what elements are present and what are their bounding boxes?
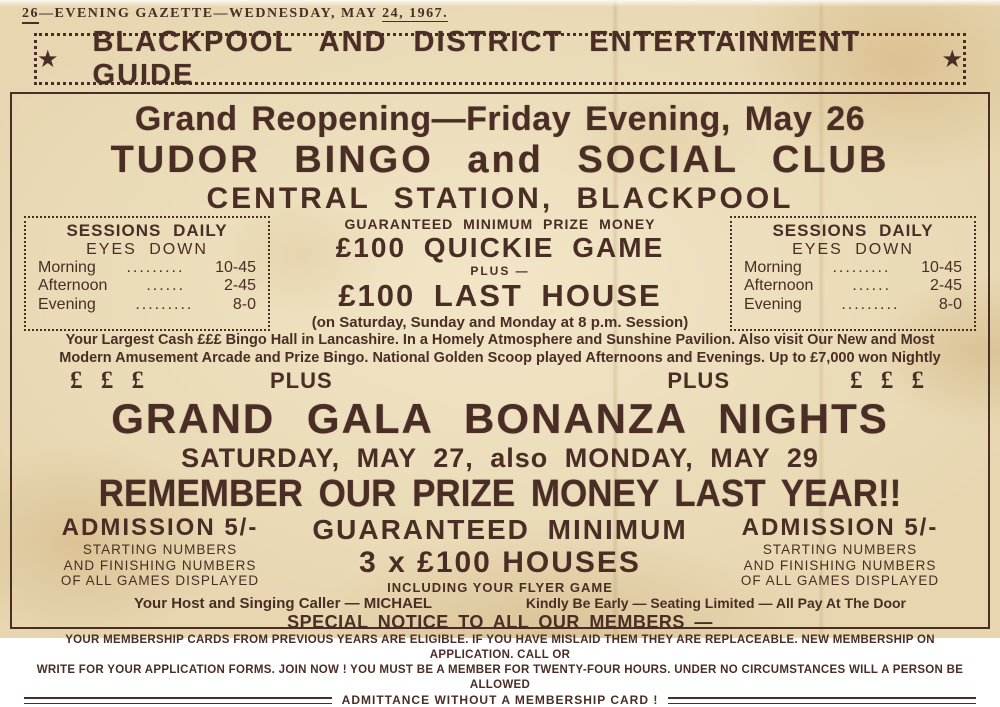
session-row xyxy=(742,259,964,277)
gala-dates: SATURDAY, MAY 27, also MONDAY, MAY 29 xyxy=(181,443,819,474)
prize-guarantee-line: GUARANTEED MINIMUM PRIZE MONEY xyxy=(344,216,656,232)
dot-leader: ...... xyxy=(852,277,892,295)
seating-note-line: Kindly Be Early — Seating Limited — All Pay At The Door xyxy=(525,595,906,612)
session-row xyxy=(742,296,964,314)
session-label: Evening xyxy=(38,295,96,313)
dot-leader: ...... xyxy=(146,277,186,295)
sessions-subtitle: EYES DOWN xyxy=(86,241,208,258)
session-row xyxy=(742,277,964,295)
session-time: 8-0 xyxy=(232,295,256,313)
session-row xyxy=(36,296,258,314)
admittance-rule-row xyxy=(24,693,976,707)
prize-money-block xyxy=(280,216,720,331)
plus-line: PLUS — xyxy=(470,264,530,278)
quickie-game-line: £100 QUICKIE GAME xyxy=(335,232,665,263)
description-line-2: Modern Amusement Arcade and Prize Bingo. National Golden Scoop played Afternoons and Evenings. Up to £7,000 won Nightly xyxy=(59,350,941,367)
masthead-page-number: 26 xyxy=(22,6,39,24)
session-note-line: (on Saturday, Sunday and Monday at 8 p.m. Session) xyxy=(311,314,689,331)
masthead-text: —EVENING GAZETTE—WEDNESDAY, MAY xyxy=(39,6,383,21)
houses-prize-line: 3 x £100 HOUSES xyxy=(359,546,641,580)
admission-note: AND FINISHING NUMBERS xyxy=(743,557,937,573)
session-label: Afternoon xyxy=(38,277,108,295)
sessions-box-right xyxy=(730,216,976,331)
session-label: Afternoon xyxy=(744,277,814,295)
host-caller-line: Your Host and Singing Caller — MICHAEL xyxy=(134,595,433,613)
description-line-1: Your Largest Cash £££ Bingo Hall in Lancashire. In a Homely Atmosphere and Sunshine Pavilion. Also visit Our New and Most xyxy=(65,332,935,348)
double-rule-right xyxy=(668,697,976,704)
banner-title: BLACKPOOL AND DISTRICT ENTERTAINMENT GUIDE xyxy=(92,26,862,91)
session-time: 2-45 xyxy=(929,277,962,295)
star-icon: ★ xyxy=(941,45,963,73)
admission-note: STARTING NUMBERS xyxy=(762,542,918,558)
admittance-line: ADMITTANCE WITHOUT A MEMBERSHIP CARD ! xyxy=(341,693,659,707)
session-row xyxy=(36,277,258,295)
admission-price: ADMISSION 5/- xyxy=(61,514,259,542)
sessions-subtitle: EYES DOWN xyxy=(792,241,914,258)
plus-decoration-row xyxy=(24,367,976,395)
admission-block-left xyxy=(24,514,296,589)
admission-row xyxy=(24,514,976,595)
special-notice-title: SPECIAL NOTICE TO ALL OUR MEMBERS — xyxy=(287,612,713,633)
pound-signs-left: £ £ £ xyxy=(70,367,150,395)
dot-leader: ......... xyxy=(135,295,194,313)
prize-money-reminder: REMEMBER OUR PRIZE MONEY LAST YEAR!! xyxy=(98,472,902,515)
dot-leader: ......... xyxy=(126,259,185,276)
plus-label-left: PLUS xyxy=(270,368,333,394)
admission-note: OF ALL GAMES DISPLAYED xyxy=(740,573,940,589)
fine-print-line-1: YOUR MEMBERSHIP CARDS FROM PREVIOUS YEARS ARE ELIGIBLE. IF YOU HAVE MISLAID THEM THEY ARE REPLACEABLE. NEW MEMBERSHIP ON APPLICATION. CALL OR xyxy=(65,634,935,662)
venue-location: CENTRAL STATION, BLACKPOOL xyxy=(206,182,794,215)
ad-headline: Grand Reopening—Friday Evening, May 26 xyxy=(134,100,866,138)
session-row xyxy=(36,259,258,277)
session-label: Morning xyxy=(744,259,802,276)
session-time: 10-45 xyxy=(215,259,256,276)
sessions-title: SESSIONS DAILY xyxy=(66,221,228,240)
star-icon: ★ xyxy=(37,45,59,73)
fine-print-line-2: WRITE FOR YOUR APPLICATION FORMS. JOIN NOW ! YOU MUST BE A MEMBER FOR TWENTY-FOUR HOURS. UNDER NO CIRCUMSTANCES WILL A PERSON BE ALLOWED xyxy=(36,664,964,692)
admission-note: STARTING NUMBERS xyxy=(82,542,238,558)
venue-description xyxy=(24,331,976,367)
sessions-title: SESSIONS DAILY xyxy=(772,221,934,240)
masthead xyxy=(22,6,448,22)
sessions-box-left xyxy=(24,216,270,331)
session-label: Evening xyxy=(744,295,802,313)
masthead-date: 24, 1967. xyxy=(382,6,449,21)
host-row xyxy=(24,595,976,612)
admission-note: OF ALL GAMES DISPLAYED xyxy=(60,573,260,589)
session-time: 2-45 xyxy=(223,277,256,295)
admission-price: ADMISSION 5/- xyxy=(741,514,939,542)
guaranteed-minimum-title: GUARANTEED MINIMUM xyxy=(312,514,688,546)
membership-fine-print xyxy=(24,633,976,693)
admission-block-right xyxy=(704,514,976,589)
session-time: 8-0 xyxy=(938,295,962,313)
session-label: Morning xyxy=(38,259,96,276)
guaranteed-minimum-block xyxy=(296,514,704,595)
venue-name: TUDOR BINGO and SOCIAL CLUB xyxy=(110,139,890,181)
last-house-line: £100 LAST HOUSE xyxy=(338,278,662,313)
flyer-game-note: INCLUDING YOUR FLYER GAME xyxy=(387,580,613,596)
admission-note: AND FINISHING NUMBERS xyxy=(63,557,257,573)
bingo-advertisement xyxy=(10,92,990,707)
dot-leader: ......... xyxy=(832,259,891,276)
gala-headline: GRAND GALA BONANZA NIGHTS xyxy=(111,395,889,443)
double-rule-left xyxy=(24,697,332,704)
plus-label-right: PLUS xyxy=(667,368,730,394)
entertainment-guide-banner xyxy=(34,26,966,91)
session-time: 10-45 xyxy=(921,259,962,276)
dot-leader: ......... xyxy=(841,295,900,313)
pound-signs-right: £ £ £ xyxy=(850,367,930,395)
sessions-and-prize-row xyxy=(24,216,976,331)
